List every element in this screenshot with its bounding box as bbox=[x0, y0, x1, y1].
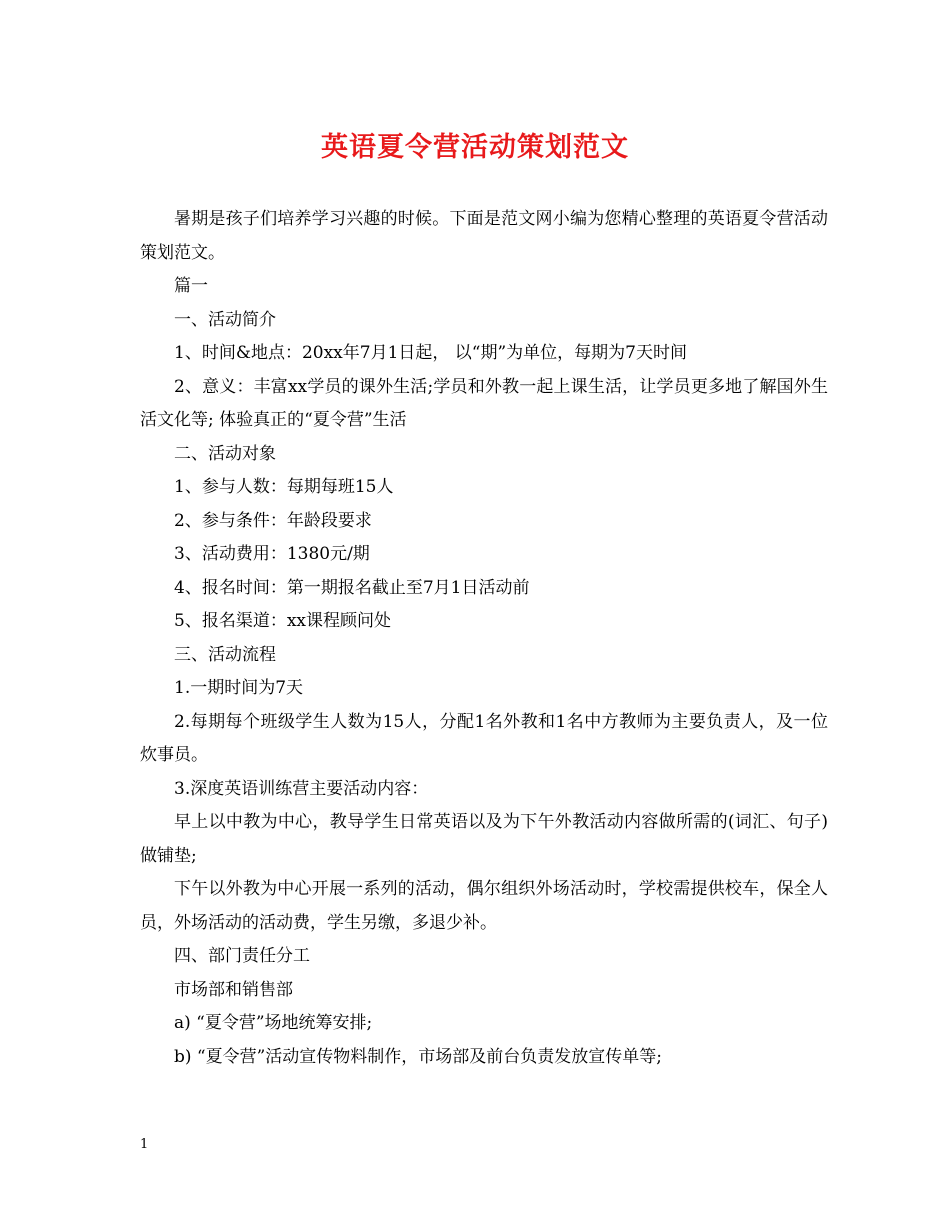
paragraph: 1、时间&地点：20xx年7月1日起， 以“期”为单位，每期为7天时间 bbox=[174, 343, 687, 363]
section-heading: 二、活动对象 bbox=[174, 443, 276, 464]
section-heading: 三、活动流程 bbox=[174, 644, 276, 665]
paragraph: 篇一 bbox=[174, 276, 208, 296]
paragraph: 2、参与条件：年龄段要求 bbox=[174, 510, 372, 531]
page-number: 1 bbox=[140, 1137, 149, 1152]
paragraph: 3、活动费用：1380元/期 bbox=[174, 544, 370, 564]
list-item: b) “夏令营”活动宣传物料制作，市场部及前台负责发放宣传单等; bbox=[174, 1046, 663, 1067]
paragraph: 2、意义：丰富xx学员的课外生活;学员和外教一起上课生活，让学员更多地了解国外生活文化等; 体验真正的“夏令营”生活 bbox=[140, 376, 828, 430]
list-item: a) “夏令营”场地统筹安排; bbox=[174, 1013, 373, 1033]
paragraph: 下午以外教为中心开展一系列的活动，偶尔组织外场活动时，学校需提供校车，保全人员，外场活动的活动费，学生另缴，多退少补。 bbox=[140, 879, 828, 933]
paragraph: 暑期是孩子们培养学习兴趣的时候。下面是范文网小编为您精心整理的英语夏令营活动策划范文。 bbox=[140, 209, 828, 263]
paragraph: 1.一期时间为7天 bbox=[174, 678, 304, 698]
paragraph: 3.深度英语训练营主要活动内容： bbox=[174, 778, 429, 799]
paragraph: 早上以中教为中心，教导学生日常英语以及为下午外教活动内容做所需的(词汇、句子)做铺垫; bbox=[140, 812, 828, 866]
document-title: 英语夏令营活动策划范文 bbox=[321, 132, 629, 163]
paragraph: 5、报名渠道：xx课程顾问处 bbox=[174, 611, 391, 631]
paragraph: 市场部和销售部 bbox=[174, 979, 293, 1000]
paragraph: 4、报名时间：第一期报名截止至7月1日活动前 bbox=[174, 577, 530, 598]
paragraph: 2.每期每个班级学生人数为15人，分配1名外教和1名中方教师为主要负责人，及一位炊事员。 bbox=[140, 711, 828, 765]
paragraph: 1、参与人数：每期每班15人 bbox=[174, 477, 394, 497]
section-heading: 四、部门责任分工 bbox=[174, 946, 310, 966]
document-body bbox=[140, 203, 828, 1074]
section-heading: 一、活动简介 bbox=[174, 309, 276, 330]
